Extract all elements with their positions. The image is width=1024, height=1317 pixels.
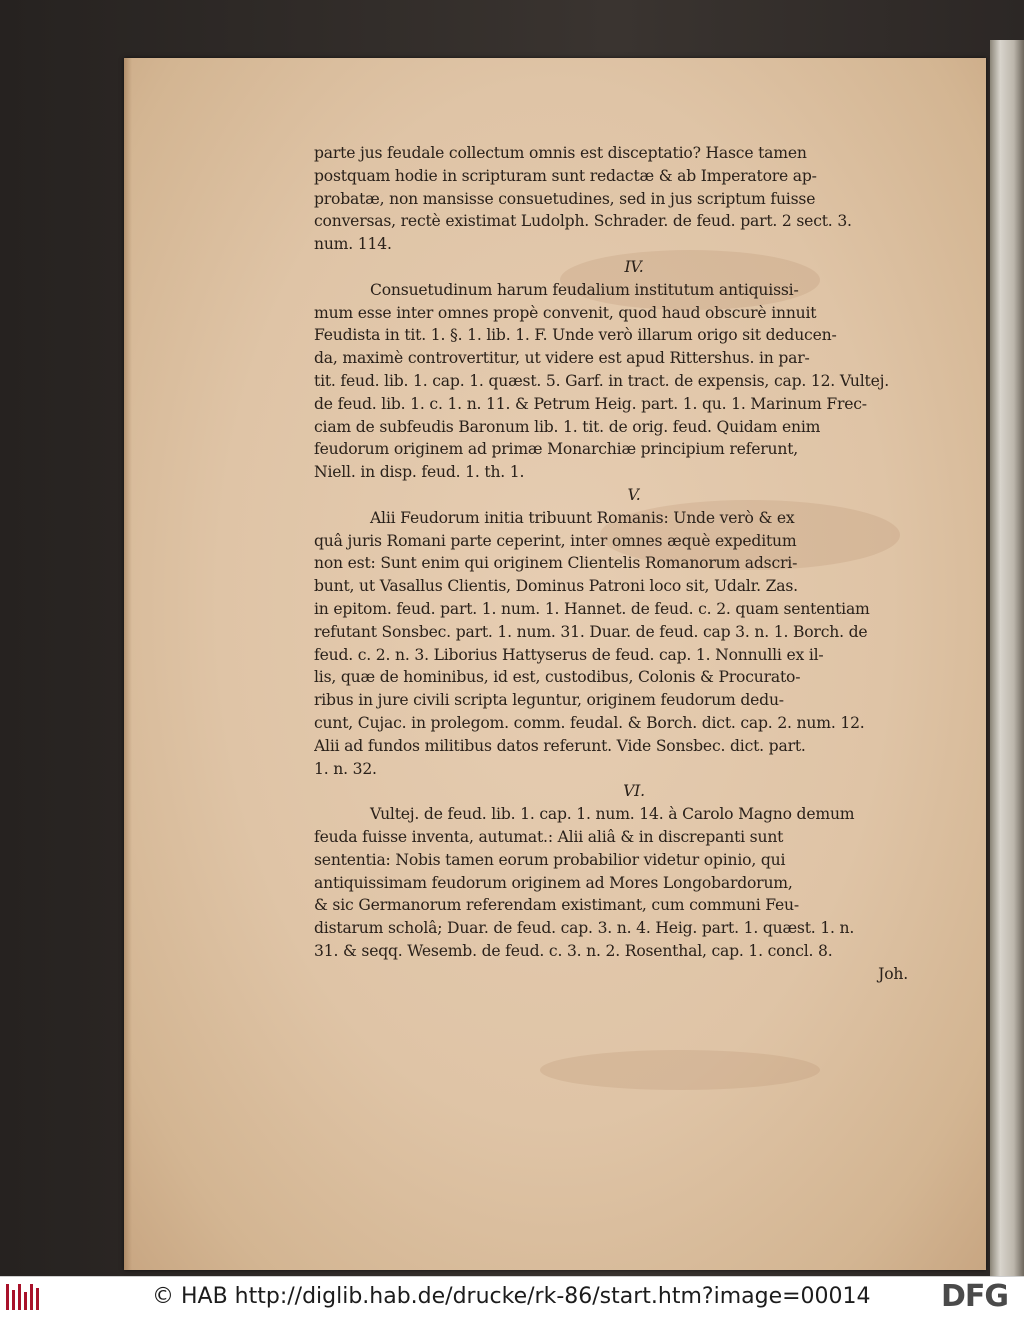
text-line: probatæ, non mansisse consuetudines, sed in jus scriptum fuisse (314, 189, 816, 208)
text-line: in epitom. feud. part. 1. num. 1. Hannet. de feud. c. 2. quam sententiam (314, 599, 870, 618)
text-line: feudorum originem ad primæ Monarchiæ principium referunt, (314, 440, 799, 459)
text-line: distarum scholâ; Duar. de feud. cap. 3. n. 4. Heig. part. 1. quæst. 1. n. (314, 919, 855, 938)
scan-backing-board (990, 40, 1024, 1276)
text-line: feud. c. 2. n. 3. Liborius Hattyserus de feud. cap. 1. Nonnulli ex il- (314, 645, 824, 664)
text-line: parte jus feudale collectum omnis est disceptatio? Hasce tamen (314, 144, 807, 162)
hab-barcode-icon (6, 1284, 40, 1310)
text-line: antiquissimam feudorum originem ad Mores Longobardorum, (314, 873, 793, 892)
text-line: num. 114. (314, 235, 392, 254)
text-line: mum esse inter omnes propè convenit, quod haud obscurè innuit (314, 303, 817, 322)
text-line: Alii Feudorum initia tribuunt Romanis: Unde verò & ex (370, 508, 795, 527)
text-line: de feud. lib. 1. c. 1. n. 11. & Petrum Heig. part. 1. qu. 1. Marinum Frec- (314, 394, 867, 413)
text-line: ribus in jure civili scripta leguntur, originem feudorum dedu- (314, 691, 784, 710)
page-gutter-shadow (124, 58, 132, 1270)
text-line: Alii ad fundos militibus datos referunt. Vide Sonsbec. dict. part. (314, 736, 806, 755)
text-line: Joh. (878, 964, 908, 983)
text-line: feuda fuisse inventa, autumat.: Alii aliâ & in discrepanti sunt (314, 827, 784, 846)
text-line: & sic Germanorum referendam existimant, cum communi Feu- (314, 896, 799, 915)
text-line: Vultej. de feud. lib. 1. cap. 1. num. 14. à Carolo Magno demum (370, 805, 855, 824)
text-line: sententia: Nobis tamen eorum probabilior videtur opinio, qui (314, 850, 786, 869)
text-line: lis, quæ de hominibus, id est, custodibus, Colonis & Procurato- (314, 668, 801, 687)
page-text-block (314, 142, 914, 985)
text-line: tit. feud. lib. 1. cap. 1. quæst. 5. Garf. in tract. de expensis, cap. 12. Vultej. (314, 371, 890, 390)
text-line: 1. n. 32. (314, 759, 377, 778)
text-line: Niell. in disp. feud. 1. th. 1. (314, 463, 525, 482)
text-line: 31. & seqq. Wesemb. de feud. c. 3. n. 2. Rosenthal, cap. 1. concl. 8. (314, 941, 833, 960)
text-line: cunt, Cujac. in prolegom. comm. feudal. & Borch. dict. cap. 2. num. 12. (314, 713, 865, 732)
text-line: refutant Sonsbec. part. 1. num. 31. Duar. de feud. cap 3. n. 1. Borch. de (314, 622, 868, 641)
text-line: Feudista in tit. 1. §. 1. lib. 1. F. Unde verò illarum origo sit deducen- (314, 326, 837, 345)
section-heading: IV. (624, 257, 644, 276)
text-line: ciam de subfeudis Baronum lib. 1. tit. de orig. feud. Quidam enim (314, 417, 821, 436)
text-line: conversas, rectè existimat Ludolph. Schrader. de feud. part. 2 sect. 3. (314, 212, 852, 231)
text-line: bunt, ut Vasallus Clientis, Dominus Patroni loco sit, Udalr. Zas. (314, 577, 798, 596)
paper-stain (540, 1050, 820, 1090)
section-heading: V. (627, 485, 641, 504)
text-line: postquam hodie in scripturam sunt redactæ & ab Imperatore ap- (314, 166, 817, 185)
dfg-logo: DFG (940, 1279, 1008, 1314)
footer-citation: © HAB http://diglib.hab.de/drucke/rk-86/start.htm?image=00014 (152, 1284, 871, 1309)
text-line: non est: Sunt enim qui originem Clientelis Romanorum adscri- (314, 554, 798, 573)
footer-bar (0, 1276, 1024, 1317)
text-line: quâ juris Romani parte ceperint, inter omnes æquè expeditum (314, 531, 797, 550)
section-heading: VI. (623, 782, 645, 801)
text-line: da, maximè controvertitur, ut videre est apud Rittershus. in par- (314, 349, 810, 368)
text-line: Consuetudinum harum feudalium institutum antiquissi- (370, 280, 799, 299)
